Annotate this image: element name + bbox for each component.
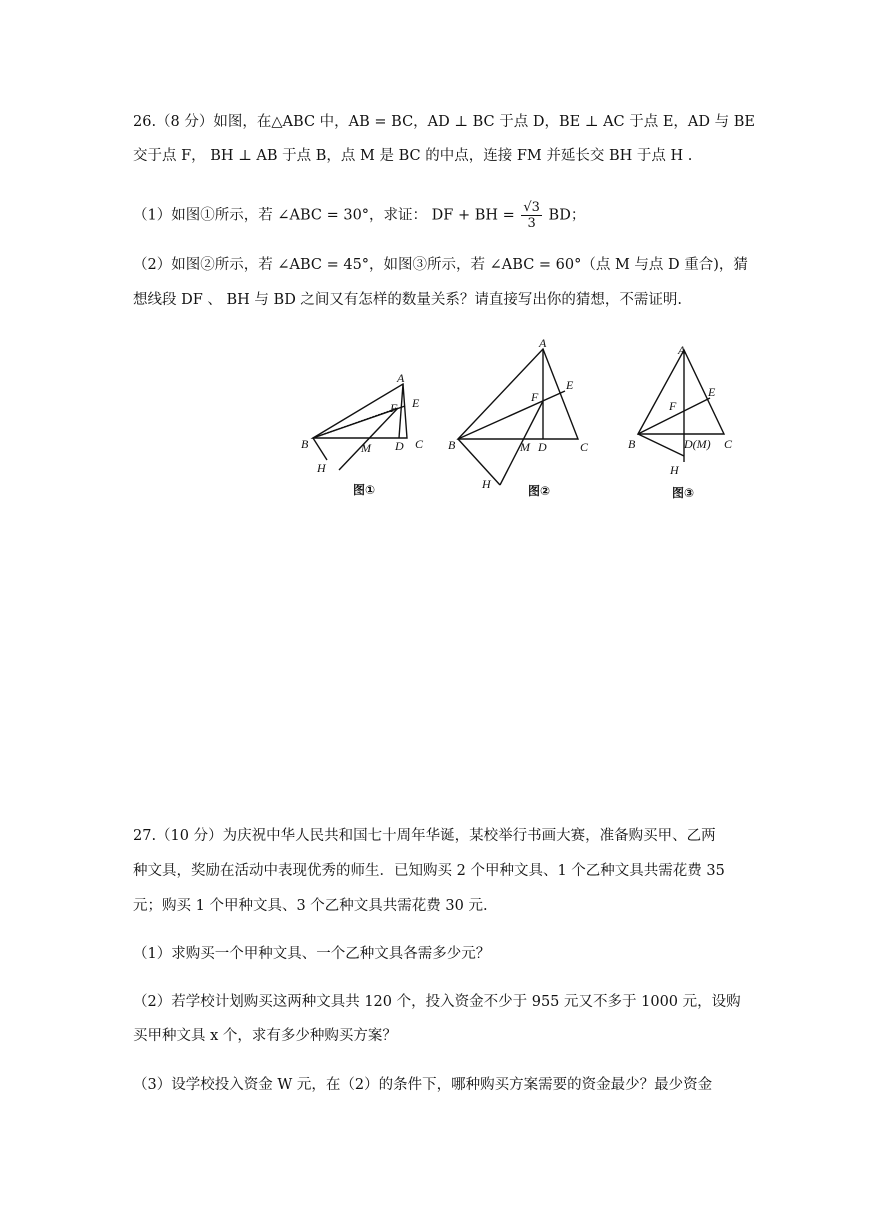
label-c: C [415, 437, 424, 451]
figure-1 [295, 362, 440, 502]
figure-3-caption: 图③ [672, 486, 695, 500]
label-e: E [708, 385, 716, 399]
label-f: F [669, 399, 677, 413]
label-f: F [390, 401, 398, 415]
q26-part-1-text: （1）如图①所示，若 ∠ABC = 30°，求证： DF + BH = [133, 207, 515, 224]
q27-stem-line-3: 元；购买 1 个甲种文具、3 个乙种文具共需花费 30 元. [133, 898, 488, 914]
label-d: D [395, 439, 404, 453]
q26-stem-line-2: 交于点 F， BH ⊥ AB 于点 B，点 M 是 BC 的中点，连接 FM 并延长交 BH 于点 H . [133, 148, 693, 164]
q26-part-1 [133, 200, 585, 231]
figure-1-caption: 图① [353, 483, 376, 497]
label-b: B [628, 437, 636, 451]
figure-3 [620, 340, 750, 505]
q26-part-1-suffix: BD； [548, 207, 586, 224]
label-a: A [539, 336, 547, 350]
q27-stem-line-1: 27.（10 分）为庆祝中华人民共和国七十周年华诞，某校举行书画大赛，准备购买甲、乙两 [133, 828, 716, 844]
label-b: B [301, 437, 309, 451]
fraction-denominator: 3 [527, 216, 536, 231]
label-h: H [317, 461, 326, 475]
label-h: H [670, 463, 679, 477]
q27-part-3: （3）设学校投入资金 W 元，在（2）的条件下，哪种购买方案需要的资金最少？最少资金 [133, 1077, 713, 1093]
q26-part-2-line-2: 想线段 DF 、 BH 与 BD 之间又有怎样的数量关系？请直接写出你的猜想，不需证明. [133, 292, 683, 308]
label-a: A [678, 343, 686, 357]
fraction-numerator: √3 [523, 200, 540, 215]
label-f: F [531, 390, 539, 404]
label-b: B [448, 438, 456, 452]
q27-stem-line-2: 种文具，奖励在活动中表现优秀的师生．已知购买 2 个甲种文具、1 个乙种文具共需花费 35 [133, 863, 725, 879]
sqrt3-over-3-fraction [521, 200, 542, 231]
label-m: M [520, 440, 530, 454]
q27-part-1: （1）求购买一个甲种文具、一个乙种文具各需多少元？ [133, 946, 491, 962]
q27-part-2-line-1: （2）若学校计划购买这两种文具共 120 个，投入资金不少于 955 元又不多于 1000 元，设购 [133, 994, 741, 1010]
label-e: E [412, 396, 420, 410]
label-c: C [724, 437, 733, 451]
figure-2 [440, 335, 605, 500]
label-m: M [361, 441, 371, 455]
figure-2-caption: 图② [528, 484, 551, 498]
label-d: D [538, 440, 547, 454]
label-e: E [566, 378, 574, 392]
label-a: A [397, 371, 405, 385]
label-dm: D(M) [684, 437, 711, 451]
label-c: C [580, 440, 589, 454]
q27-part-2-line-2: 买甲种文具 x 个，求有多少种购买方案？ [133, 1028, 397, 1044]
q26-stem-line-1: 26.（8 分）如图，在△ABC 中，AB = BC，AD ⊥ BC 于点 D，BE ⊥ AC 于点 E，AD 与 BE [133, 114, 755, 130]
q26-part-2-line-1: （2）如图②所示，若 ∠ABC = 45°，如图③所示，若 ∠ABC = 60°（点 M 与点 D 重合)，猜 [133, 257, 748, 273]
label-h: H [482, 477, 491, 491]
